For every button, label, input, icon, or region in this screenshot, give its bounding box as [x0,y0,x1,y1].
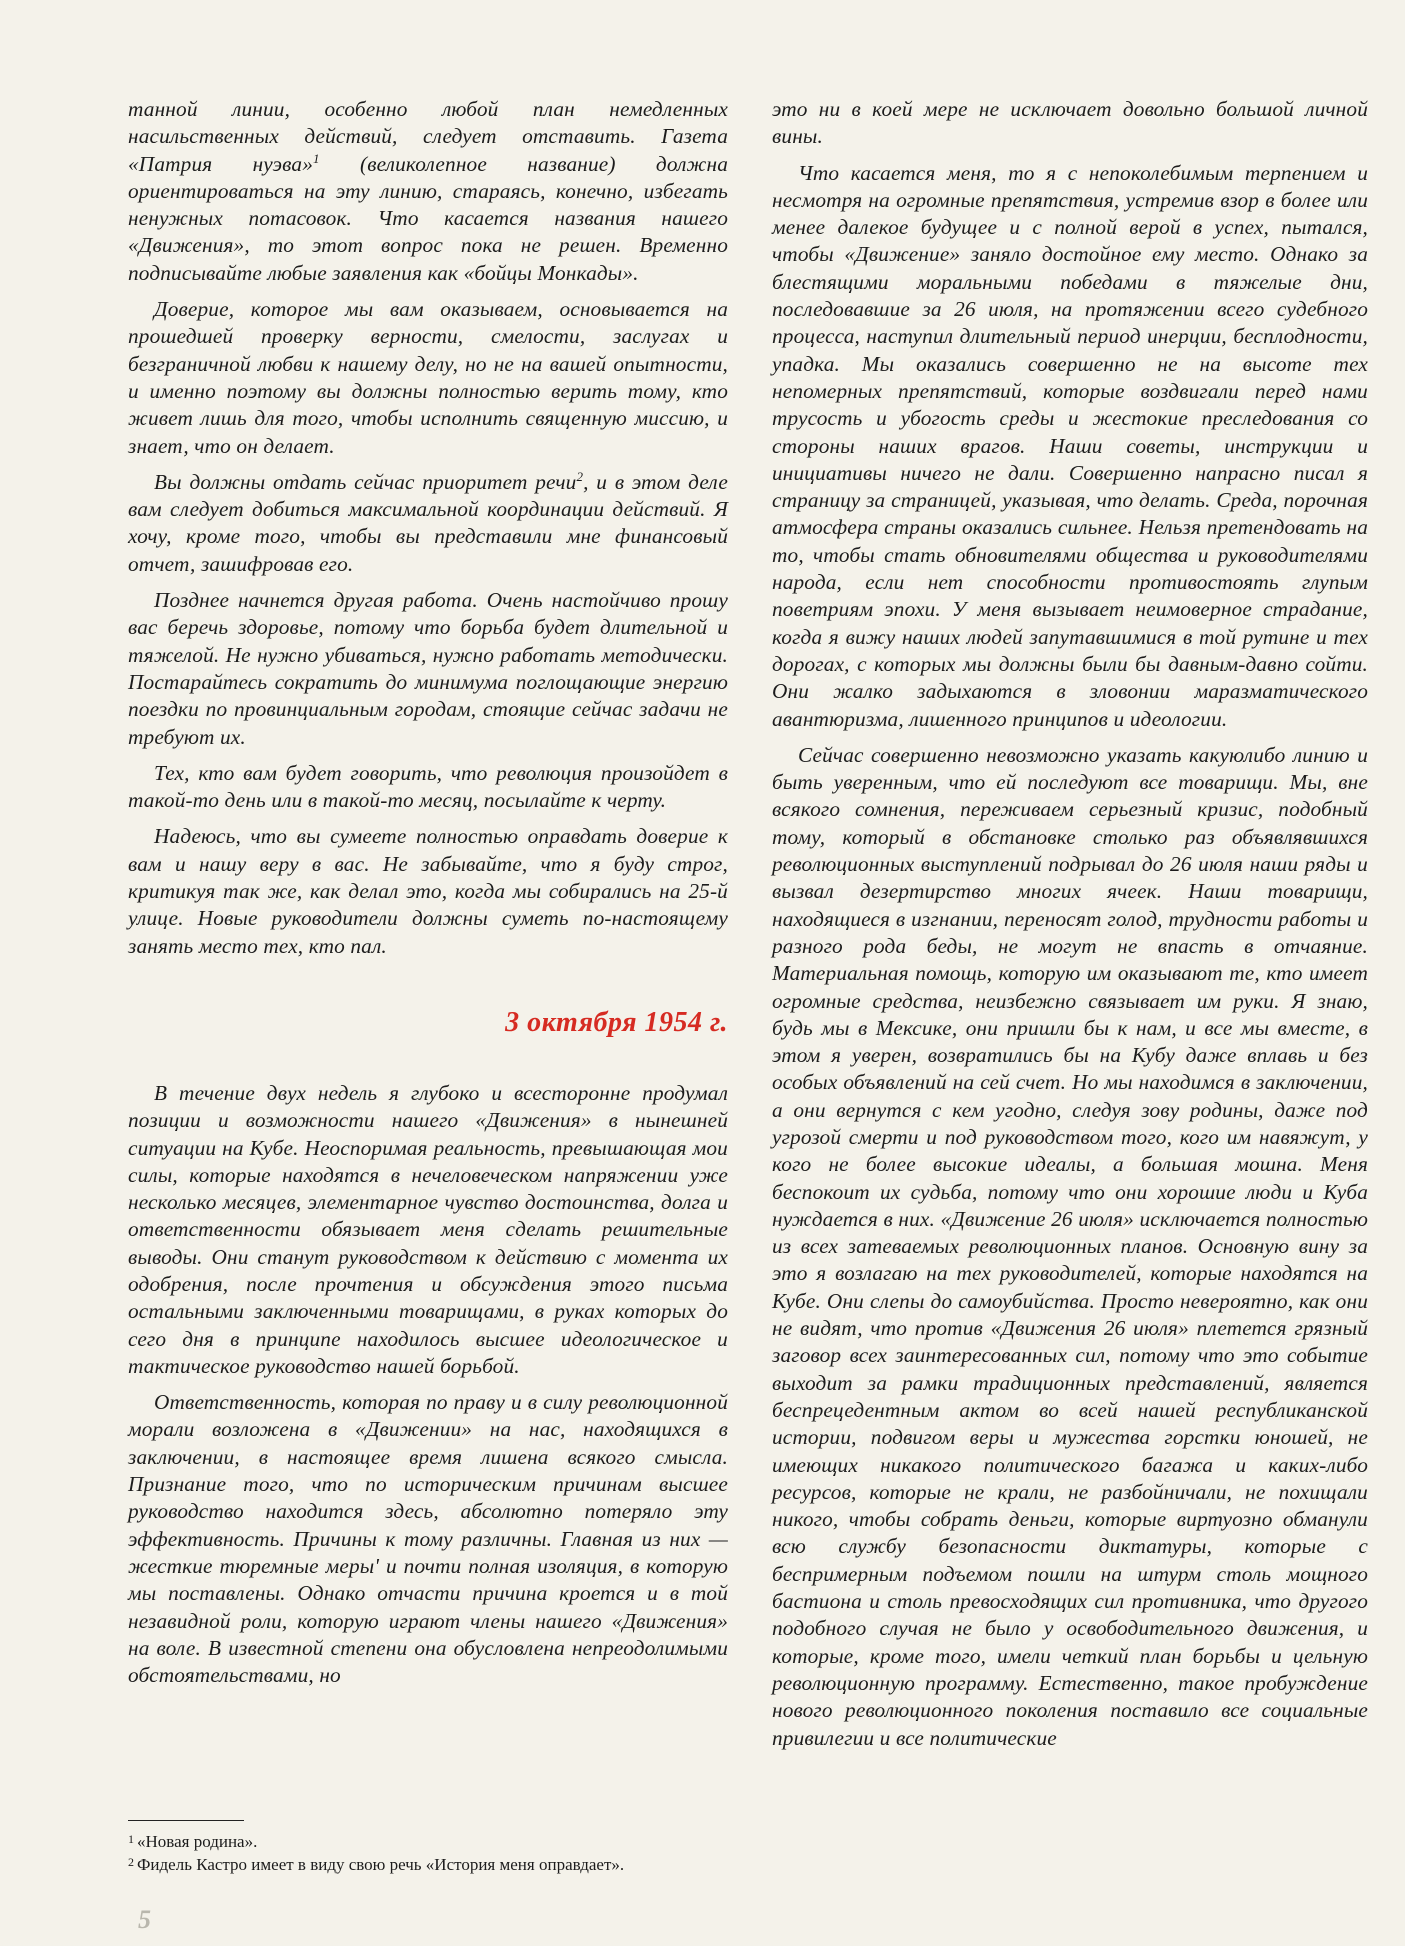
paragraph: Надеюсь, что вы сумеете полностью оправдать доверие к вам и нашу веру в вас. Не забывайте, что я буду строг, критикуя так же, как делал это, когда мы собирались на 25-й улице. Новые руководители должны суметь по-настоящему занять место тех, кто пал. [128,824,728,958]
left-column [128,96,728,1698]
letter-date-heading: 3 октября 1954 г. [505,1006,728,1038]
footnote-divider [128,1820,244,1821]
paragraph: танной линии, особенно любой план немедленных насильственных действий, следует отставить. Газета «Патрия нуэва»$^1$ (великолепное название) должна ориентироваться на эту линию, стараясь, конечно, избегать ненужных потасовок. Что касается названия нашего «Движения», то этот вопрос пока не решен. Временно подписывайте любые заявления как «бойцы Монкады». [128,97,728,285]
paragraph: В течение двух недель я глубоко и всесторонне продумал позиции и возможности нашего «Движения» в нынешней ситуации на Кубе. Неоспоримая реальность, превышающая мои силы, которые находятся в нечеловеческом напряжении уже несколько месяцев, элементарное чувство достоинства, долга и ответственности обязывает меня сделать решительные выводы. Они станут руководством к действию с момента их одобрения, после прочтения и обсуждения этого письма остальными заключенными товарищами, в руках которых до сего дня в принципе находилось высшее идеологическое и тактическое руководство нашей борьбой. [128,1080,728,1378]
footnote-ref-2[interactable]: 2 [576,468,584,484]
paragraph: Что касается меня, то я с непоколебимым терпением и несмотря на огромные препятствия, устремив взор в более или менее далекое будущее и с полной верой в успех, пытался, чтобы «Движение» заняло достойное ему место. Однако за блестящими моральными победами в тяжелые дни, последовавшие за 26 июля, на протяжении всего судебного процесса, наступил длительный период инерции, бесплодности, упадка. Мы оказались совершенно не на высоте тех непомерных препятствий, которые воздвигали перед нами трусость и убогость среды и жестокие преследования со стороны наших врагов. Наши советы, инструкции и инициативы ничего не дали. Совершенно напрасно писал я страницу за страницей, указывая, что делать. Среда, порочная атмосфера страны оказались сильнее. Нельзя претендовать на то, чтобы стать обновителями общества и руководителями народа, если нет способности противостоять глупым поветриям эпохи. У меня вызывает неимоверное страдание, когда я вижу наших людей запутавшимися в той рутине и тех дорогах, с которых мы должны были бы давным-давно сойти. Они жалко задыхаются в зловонии маразматического авантюризма, лишенного принципов и идеологии. [772,160,1368,731]
footnotes [128,1820,728,1875]
page-number: 5 [138,1905,151,1934]
paragraph: Тех, кто вам будет говорить, что революция произойдет в такой-то день или в такой-то месяц, посылайте к черту. [128,760,728,813]
right-column [772,96,1368,1761]
footnote-ref-1[interactable]: 1 [313,150,320,166]
paragraph: это ни в коей мере не исключает довольно большой личной вины. [772,97,1368,149]
footnote: $^1$ «Новая родина». [128,1832,258,1851]
paragraph: Сейчас совершенно невозможно указать какуюлибо линию и быть уверенным, что ей последуют все товарищи. Мы, вне всякого сомнения, переживаем серьезный кризис, подобный тому, который в обстановке столько раз объявлявшихся революционных выступлений подрывал до 26 июля наши ряды и вызвал дезертирство многих ячеек. Наши товарищи, находящиеся в изгнании, переносят голод, трудности работы и разного рода беды, не могут не впасть в отчаяние. Материальная помощь, которую им оказывают те, кто имеет огромные средства, неизбежно связывает им руки. Я знаю, будь мы в Мексике, они пришли бы к нам, и все мы вместе, в этом я уверен, возвратились бы на Кубу даже вплавь и без особых объявлений на сей счет. Но мы находимся в заключении, а они вернутся с кем угодно, следуя зову родины, даже под угрозой смерти и под руководством того, кого им навяжут, у кого не более высокие идеалы, а большая мошна. Меня беспокоит их судьба, потому что они хорошие люди и Куба нуждается в них. «Движение 26 июля» исключается полностью из всех затеваемых революционных планов. Основную вину за это я возлагаю на тех руководителей, которые находятся на Кубе. Они слепы до самоубийства. Просто невероятно, как они не видят, что против «Движения 26 июля» плетется грязный заговор всех заинтересованных сил, потому что это событие выходит за рамки традиционных представлений, является беспрецедентным актом во всей нашей республиканской истории, подвигом веры и мужества горстки юношей, не имеющих никакого политического багажа и каких-либо ресурсов, которые не крали, не разбойничали, не похищали никого, чтобы собрать деньги, которые виртуозно обманули всю службу безопасности диктатуры, которые с беспримерным подъемом пошли на штурм столь мощного бастиона и столь превосходящих сил противника, что другого подобного случая не было у освободительного движения, и которые, кроме того, имели четкий план борьбы и цельную революционную программу. Естественно, такое пробуждение нового революционного поколения поставило все социальные привилегии и все политические [772,742,1368,1750]
paragraph: Доверие, которое мы вам оказываем, основывается на прошедшей проверку верности, смелости, заслугах и безграничной любви к нашему делу, но не на вашей опытности, и именно поэтому вы должны полностью верить тому, кто живет лишь для того, чтобы исполнить священную миссию, и знает, что он делает. [128,297,728,458]
paragraph: Позднее начнется другая работа. Очень настойчиво прошу вас беречь здоровье, потому что борьба будет длительной и тяжелой. Не нужно убиваться, нужно работать методически. Постарайтесь сократить до минимума поглощающие энергию поездки по провинциальным городам, стоящие сейчас задачи не требуют их. [128,588,728,749]
paragraph: Ответственность, которая по праву и в силу революционной морали возложена в «Движении» на нас, находящихся в заключении, в настоящее время лишена всякого смысла. Признание того, что по историческим причинам высшее руководство находится здесь, абсолютно потеряло эту эффективность. Причины к тому различны. Главная из них — жесткие тюремные меры' и почти полная изоляция, в которую мы поставлены. Однако отчасти причина кроется и в той незавидной роли, которую играют члены нашего «Движения» на воле. В известной степени она обусловлена непреодолимыми обстоятельствами, но [128,1390,728,1688]
footnote: $^2$ Фидель Кастро имеет в виду свою речь «История меня оправдает». [128,1855,625,1874]
paragraph: Вы должны отдать сейчас приоритет речи$^2$, и в этом деле вам следует добиться максимальной координации действий. Я хочу, кроме того, чтобы вы представили мне финансовый отчет, зашифровав его. [128,468,728,576]
